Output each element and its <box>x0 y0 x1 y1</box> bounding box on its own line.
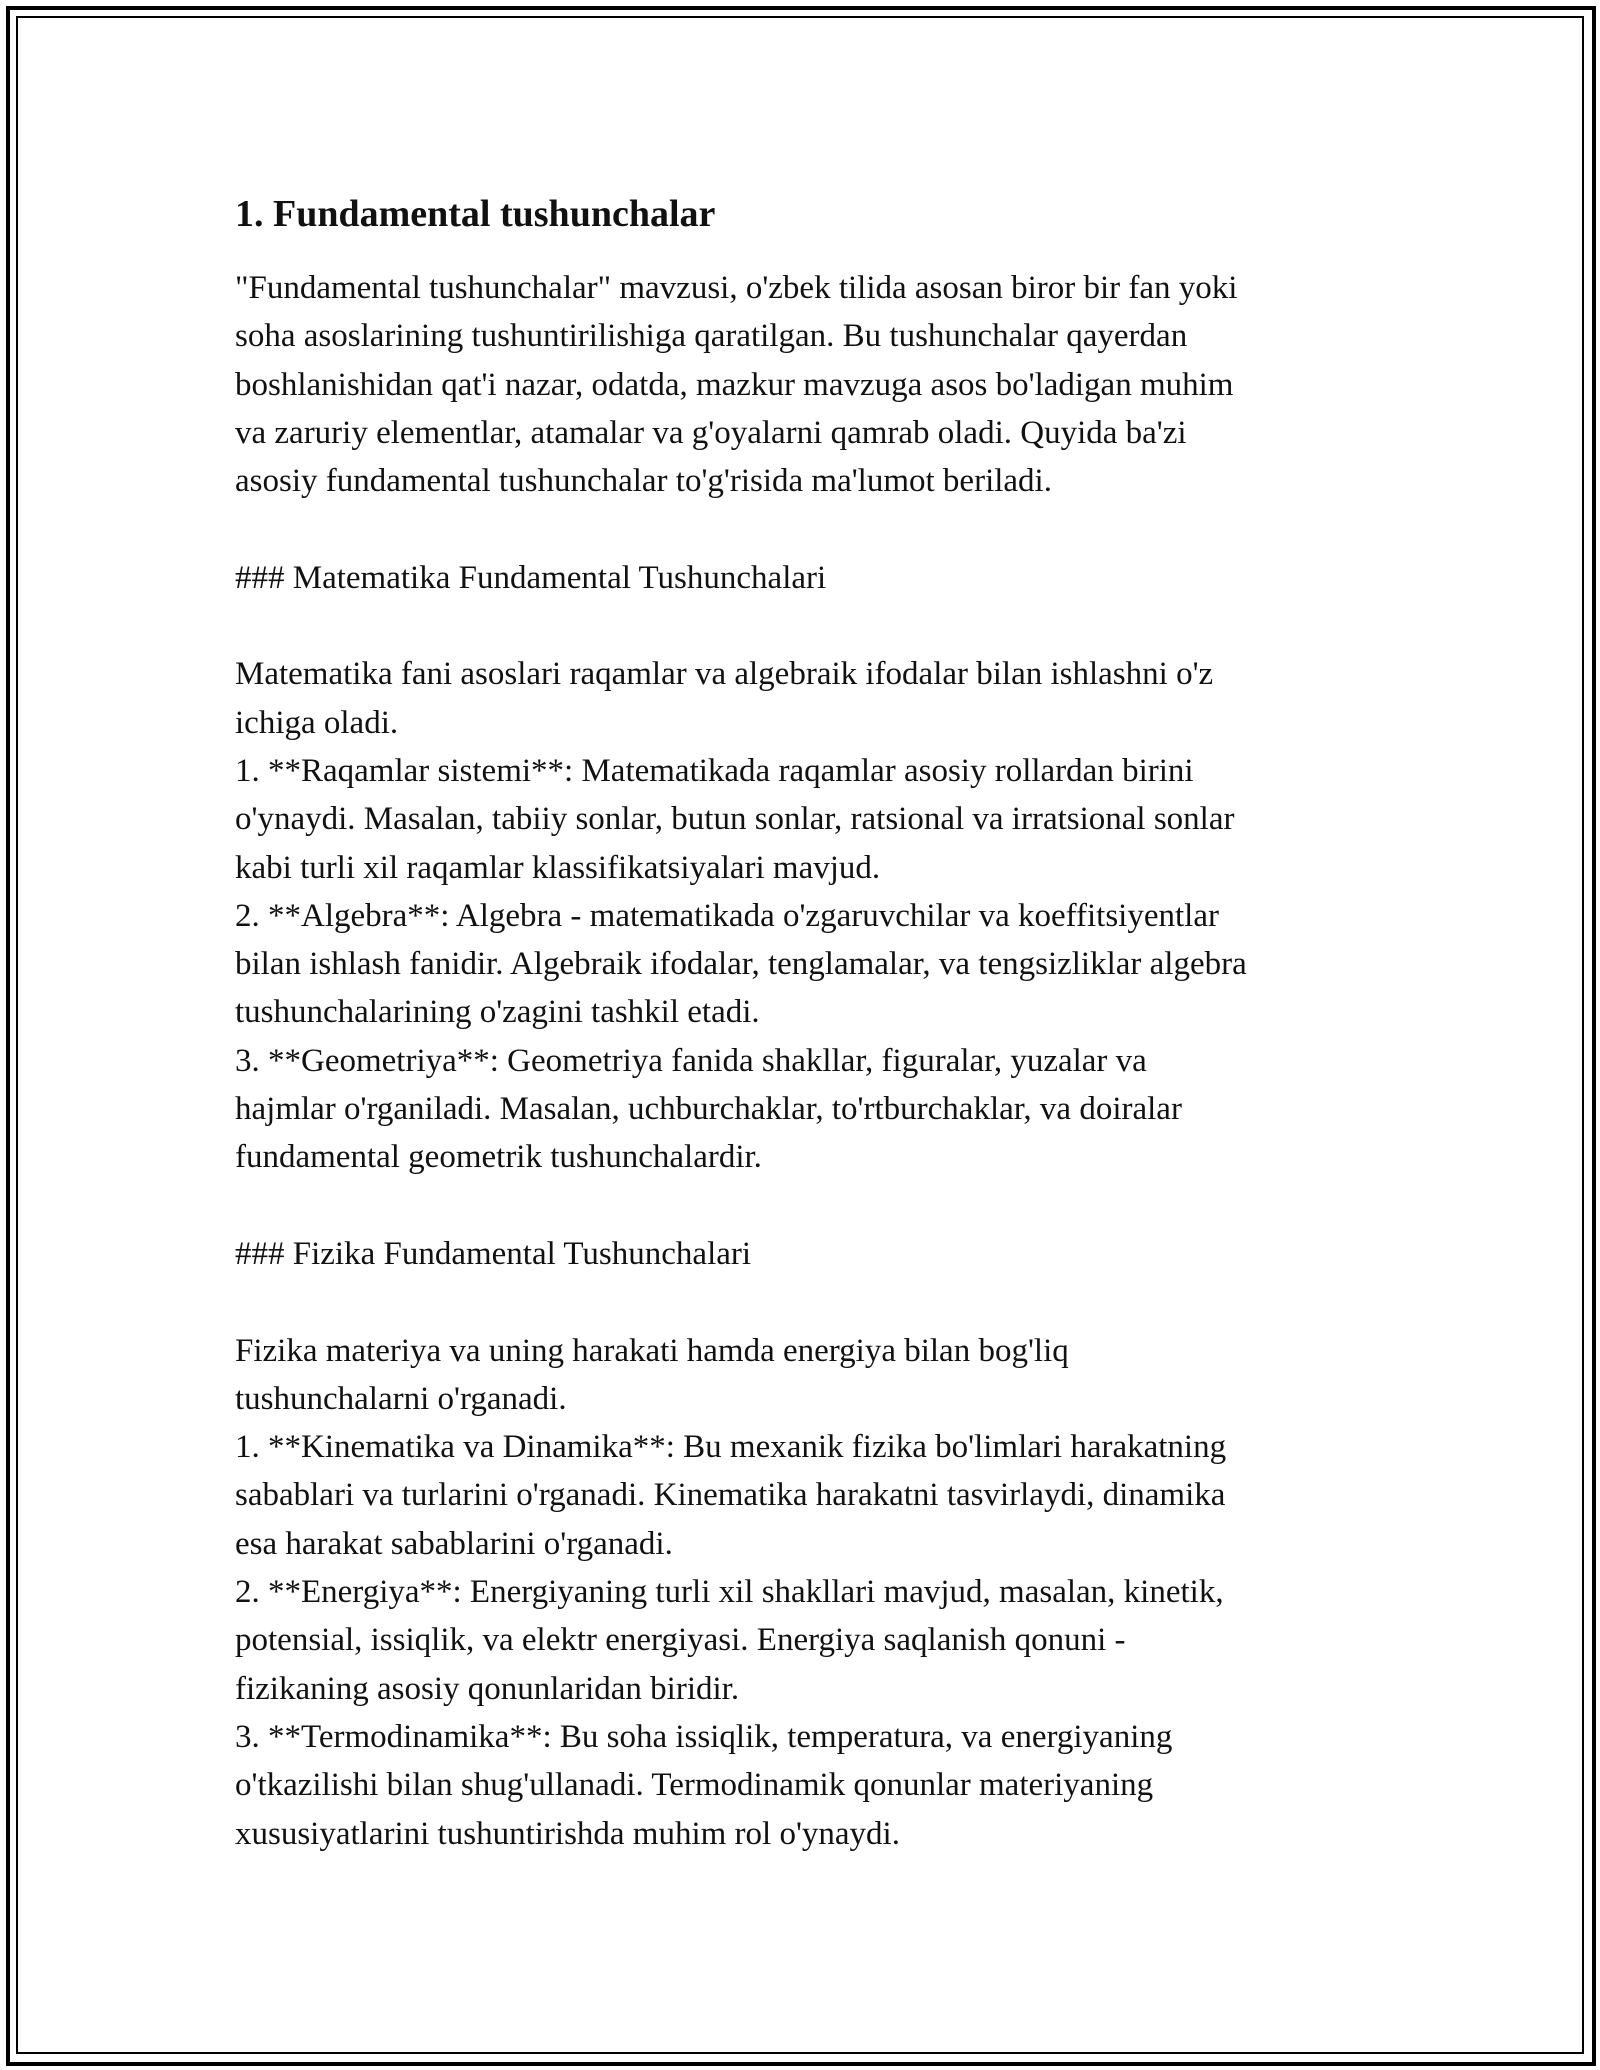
text-line: 2. **Energiya**: Energiyaning turli xil shakllari mavjud, masalan, kinetik, <box>235 1574 1224 1611</box>
text-line: 3. **Termodinamika**: Bu soha issiqlik, temperatura, va energiyaning <box>235 1718 1173 1755</box>
text-line: Fizika materiya va uning harakati hamda energiya bilan bog'liq <box>235 1332 1069 1369</box>
text-line: 2. **Algebra**: Algebra - matematikada o'zgaruvchilar va koeffitsiyentlar <box>235 897 1219 934</box>
text-line: o'tkazilishi bilan shug'ullanadi. Termodinamik qonunlar materiyaning <box>235 1767 1154 1804</box>
blank-line <box>235 1278 1385 1326</box>
text-line: bilan ishlash fanidir. Algebraik ifodalar, tenglamalar, va tengsizliklar algebra <box>235 946 1247 983</box>
text-line: 1. **Raqamlar sistemi**: Matematikada raqamlar asosiy rollardan birini <box>235 752 1194 789</box>
text-line: o'ynaydi. Masalan, tabiiy sonlar, butun sonlar, ratsional va irratsional sonlar <box>235 801 1235 838</box>
text-line: fizikaning asosiy qonunlaridan biridir. <box>235 1670 740 1707</box>
page-title: 1. Fundamental tushunchalar <box>235 193 716 235</box>
text-line: 1. **Kinematika va Dinamika**: Bu mexanik fizika bo'limlari harakatning <box>235 1429 1227 1466</box>
text-line: 3. **Geometriya**: Geometriya fanida shakllar, figuralar, yuzalar va <box>235 1042 1147 1079</box>
document-body <box>235 190 1385 1858</box>
text-line: esa harakat sabablarini o'rganadi. <box>235 1525 673 1562</box>
text-line: boshlanishidan qat'i nazar, odatda, mazkur mavzuga asos bo'ladigan muhim <box>235 366 1234 403</box>
text-line: asosiy fundamental tushunchalar to'g'risida ma'lumot beriladi. <box>235 463 1052 500</box>
section-heading: ### Matematika Fundamental Tushunchalari <box>235 559 827 596</box>
text-line: fundamental geometrik tushunchalardir. <box>235 1139 762 1176</box>
text-line: "Fundamental tushunchalar" mavzusi, o'zbek tilida asosan biror bir fan yoki <box>235 270 1238 306</box>
section-heading: ### Fizika Fundamental Tushunchalari <box>235 1235 752 1272</box>
blank-line <box>235 505 1385 553</box>
text-line: potensial, issiqlik, va elektr energiyasi. Energiya saqlanish qonuni - <box>235 1622 1126 1659</box>
text-line: soha asoslarining tushuntirilishiga qaratilgan. Bu tushunchalar qayerdan <box>235 318 1188 355</box>
text-line: hajmlar o'rganiladi. Masalan, uchburchaklar, to'rtburchaklar, va doiralar <box>235 1091 1182 1128</box>
text-line: ichiga oladi. <box>235 704 399 741</box>
text-line: kabi turli xil raqamlar klassifikatsiyalari mavjud. <box>235 849 881 886</box>
text-line: tushunchalarining o'zagini tashkil etadi. <box>235 994 760 1031</box>
text-line: Matematika fani asoslari raqamlar va algebraik ifodalar bilan ishlashni o'z <box>235 656 1214 693</box>
text-line: sabablari va turlarini o'rganadi. Kinematika harakatni tasvirlaydi, dinamika <box>235 1477 1226 1514</box>
blank-line <box>235 1182 1385 1230</box>
text-line: xususiyatlarini tushuntirishda muhim rol o'ynaydi. <box>235 1815 900 1852</box>
document-text <box>235 264 1385 1858</box>
blank-line <box>235 602 1385 650</box>
text-line: va zaruriy elementlar, atamalar va g'oyalarni qamrab oladi. Quyida ba'zi <box>235 414 1187 451</box>
text-line: tushunchalarni o'rganadi. <box>235 1380 567 1417</box>
